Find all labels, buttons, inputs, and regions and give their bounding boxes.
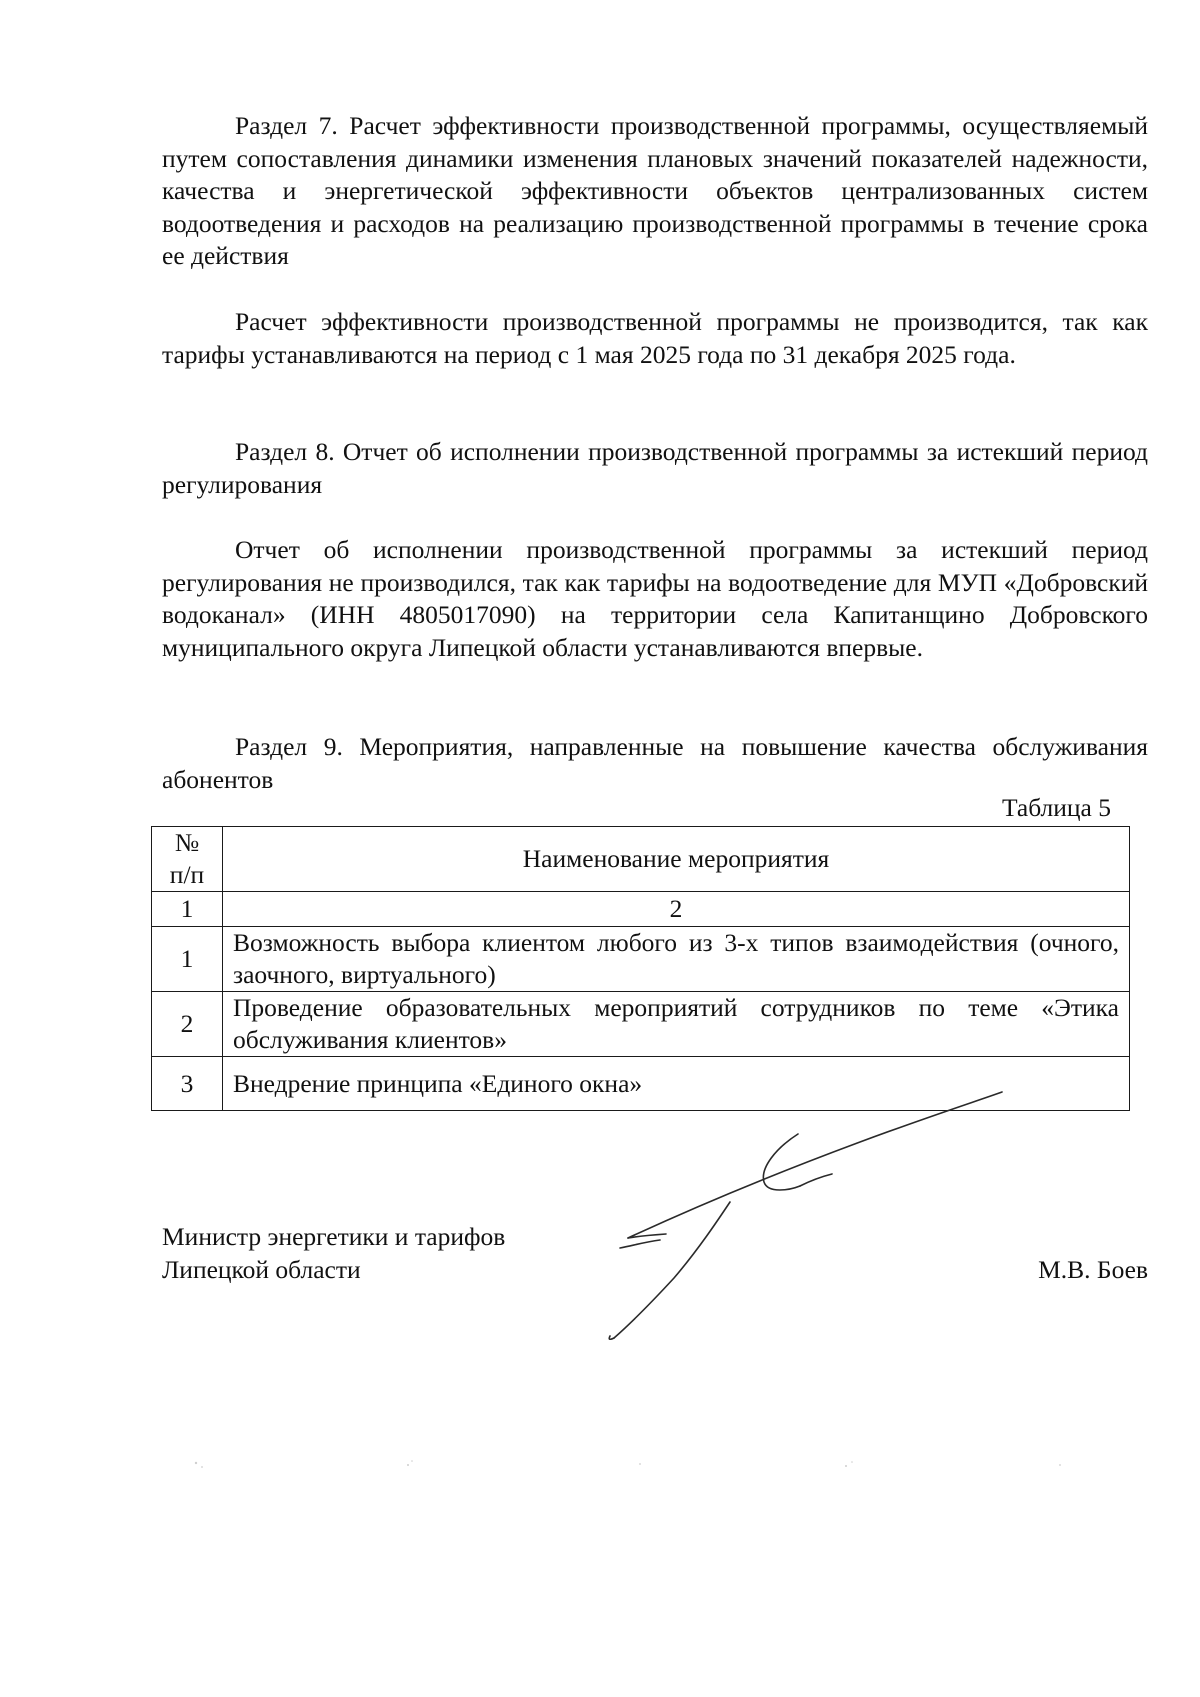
table-caption: Таблица 5 (1001, 793, 1111, 822)
index-cell-1: 1 (152, 892, 223, 927)
header-name-cell: Наименование мероприятия (223, 827, 1130, 892)
signer-name: М.В. Боев (1038, 1255, 1148, 1284)
row-num: 3 (152, 1057, 223, 1111)
section-8-heading: Раздел 8. Отчет об исполнении производственной программы за истекший период регулирования (162, 437, 1148, 499)
table-row (152, 992, 1130, 1057)
signer-position-line1: Министр энергетики и тарифов (162, 1222, 506, 1251)
scan-artifacts (180, 1455, 1080, 1475)
row-name: Внедрение принципа «Единого окна» (223, 1057, 1130, 1111)
row-num: 2 (152, 992, 223, 1057)
table-row (152, 927, 1130, 992)
section-7-heading: Раздел 7. Расчет эффективности производственной программы, осуществляемый путем сопоставления динамики изменения плановых значений показателей надежности, качества и энергетической эффективности объектов централизованных систем водоотведения и расходов на реализацию производственной программы в течение срока ее действия (162, 111, 1148, 270)
row-name: Возможность выбора клиентом любого из 3-х типов взаимодействия (очного, заочного, виртуального) (223, 927, 1130, 992)
signer-position-line2: Липецкой области (162, 1255, 361, 1284)
table-index-row (152, 892, 1130, 927)
header-num-cell (152, 827, 223, 892)
index-cell-2: 2 (223, 892, 1130, 927)
table-header-row (152, 827, 1130, 892)
signer-position (162, 1220, 505, 1286)
section-8-body: Отчет об исполнении производственной программы за истекший период регулирования не производился, так как тарифы на водоотведение для МУП «Добровский водоканал» (ИНН 4805017090) на территории села Капитанщино Добровского муниципального округа Липецкой области устанавливаются впервые. (162, 535, 1148, 662)
section-7-body: Расчет эффективности производственной программы не производится, так как тарифы устанавливаются на период с 1 мая 2025 года по 31 декабря 2025 года. (162, 307, 1148, 369)
header-num-abbr: п/п (169, 860, 205, 889)
section-9-heading: Раздел 9. Мероприятия, направленные на повышение качества обслуживания абонентов (162, 732, 1148, 794)
header-num-symbol: № (174, 828, 200, 857)
events-table (151, 826, 1130, 1111)
handwritten-signature (600, 1090, 1020, 1340)
row-num: 1 (152, 927, 223, 992)
row-name: Проведение образовательных мероприятий сотрудников по теме «Этика обслуживания клиентов» (223, 992, 1130, 1057)
